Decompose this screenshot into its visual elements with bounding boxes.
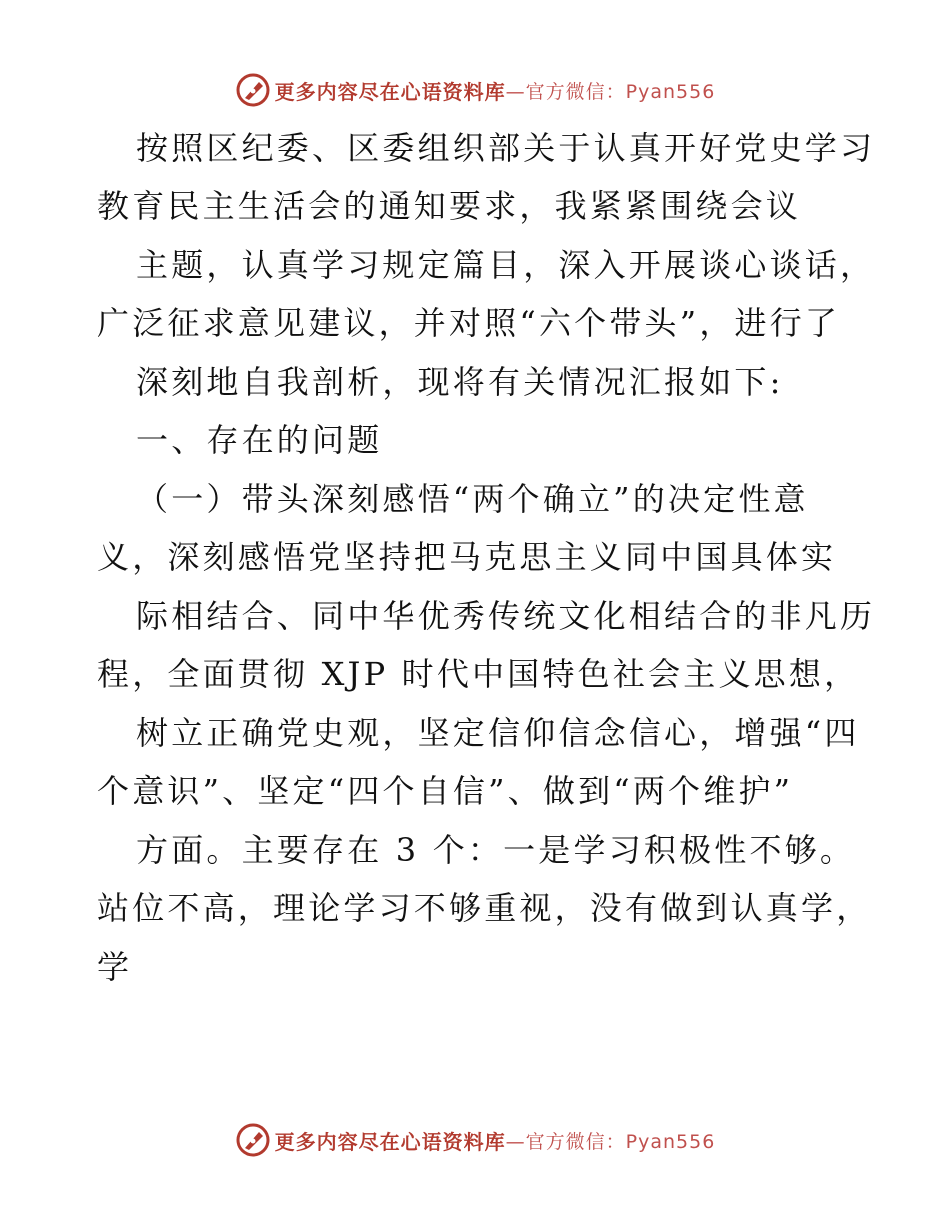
text-line: 际相结合、同中华优秀传统文化相结合的非凡历: [136, 597, 876, 635]
watermark-wechat-text: —官方微信：Pyan556: [505, 1130, 716, 1153]
text-line: 教育民主生活会的通知要求，我紧紧围绕会议: [97, 187, 802, 225]
pen-nib-logo-icon: [235, 1122, 271, 1158]
pen-nib-logo-icon: [235, 72, 271, 108]
text-line: 深刻地自我剖析，现将有关情况汇报如下:: [136, 363, 784, 401]
text-line: 方面。主要存在 3 个：一是学习积极性不够。: [136, 831, 856, 869]
section-heading: 一、存在的问题: [136, 421, 383, 459]
text-line: 树立正确党史观，坚定信仰信念信心，增强“四: [136, 714, 860, 752]
text-line: 程，全面贯彻 XJP 时代中国特色社会主义思想，: [97, 655, 860, 693]
watermark-brand-text: 更多内容尽在心语资料库: [274, 79, 506, 104]
text-line: 个意识”、坚定“四个自信”、做到“两个维护”: [97, 772, 794, 810]
text-line: （一）带头深刻感悟“两个确立”的决定性意: [136, 480, 809, 518]
text-line: 站位不高，理论学习不够重视，没有做到认真学，: [97, 889, 872, 927]
text-line: 义，深刻感悟党坚持把马克思主义同中国具体实: [97, 538, 837, 576]
text-line: 按照区纪委、区委组织部关于认真开好党史学习: [136, 129, 876, 167]
watermark-wechat-text: —官方微信：Pyan556: [505, 80, 716, 103]
header-watermark: [0, 70, 950, 110]
text-line: 主题，认真学习规定篇目，深入开展谈心谈话，: [136, 246, 876, 284]
footer-watermark: [0, 1120, 950, 1160]
text-line: 学: [97, 948, 133, 986]
watermark-brand-text: 更多内容尽在心语资料库: [274, 1129, 506, 1154]
text-line: 广泛征求意见建议，并对照“六个带头”，进行了: [97, 304, 841, 342]
